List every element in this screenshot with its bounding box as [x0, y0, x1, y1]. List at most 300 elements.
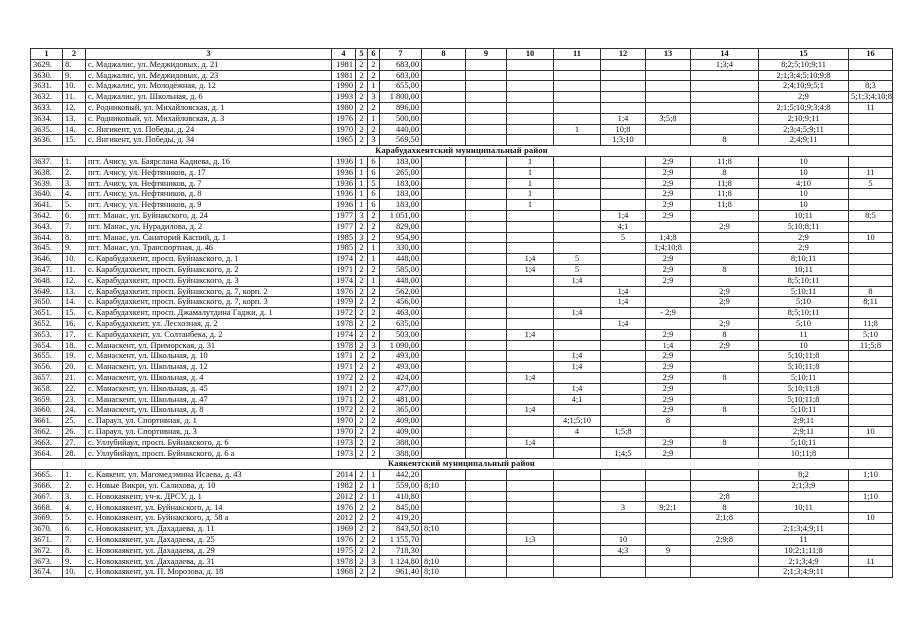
- table-row: [31, 567, 893, 578]
- table-cell: 5;10;11: [759, 286, 849, 297]
- table-cell: 2: [368, 221, 380, 232]
- table-cell: 463,00: [380, 308, 422, 319]
- table-cell: 3656.: [31, 362, 63, 373]
- table-cell: 1;4: [554, 308, 601, 319]
- table-cell: [422, 513, 466, 524]
- table-cell: 5;10: [759, 318, 849, 329]
- table-cell: 11;8: [691, 200, 759, 211]
- table-cell: 2;9: [691, 297, 759, 308]
- table-cell: с. Карабудахкент, просп. Джамалутдина Гаджи, д. 1: [86, 308, 332, 319]
- table-cell: [507, 81, 554, 92]
- table-cell: [554, 59, 601, 70]
- table-cell: 2;9: [646, 275, 691, 286]
- table-cell: [507, 383, 554, 394]
- table-cell: [554, 200, 601, 211]
- table-cell: 2: [356, 545, 368, 556]
- table-cell: 365,00: [380, 405, 422, 416]
- table-cell: [466, 254, 507, 265]
- table-cell: [466, 383, 507, 394]
- table-cell: [849, 351, 893, 362]
- table-cell: [691, 383, 759, 394]
- table-cell: [601, 524, 646, 535]
- table-cell: с. Уллубийаул, просп. Буйнакского, д. 6 а: [86, 448, 332, 459]
- table-cell: 3648.: [31, 275, 63, 286]
- table-cell: [422, 372, 466, 383]
- table-cell: 3664.: [31, 448, 63, 459]
- table-cell: 183,00: [380, 200, 422, 211]
- table-cell: 8.: [63, 545, 86, 556]
- table-cell: 8;2: [759, 470, 849, 481]
- table-cell: 1936: [332, 167, 356, 178]
- table-cell: 10.: [63, 254, 86, 265]
- table-cell: 3669.: [31, 513, 63, 524]
- table-row: [31, 167, 893, 178]
- table-cell: пгт. Ачису, ул. Нефтяников, д. 9: [86, 200, 332, 211]
- table-cell: [507, 340, 554, 351]
- table-cell: [691, 113, 759, 124]
- table-cell: 2: [368, 362, 380, 373]
- table-cell: пгт. Манас, ул. Буйнакского, д. 24: [86, 210, 332, 221]
- table-cell: [849, 275, 893, 286]
- table-row: [31, 243, 893, 254]
- table-cell: [646, 534, 691, 545]
- table-cell: [849, 308, 893, 319]
- table-cell: [466, 92, 507, 103]
- table-cell: 2: [368, 264, 380, 275]
- table-cell: 20.: [63, 362, 86, 373]
- table-cell: [554, 448, 601, 459]
- table-cell: 3649.: [31, 286, 63, 297]
- table-cell: 5.: [63, 200, 86, 211]
- table-cell: [601, 383, 646, 394]
- table-cell: [466, 297, 507, 308]
- table-cell: 3631.: [31, 81, 63, 92]
- table-cell: 2014: [332, 470, 356, 481]
- table-cell: [601, 92, 646, 103]
- table-cell: 1971: [332, 264, 356, 275]
- table-cell: 1 090,00: [380, 340, 422, 351]
- table-cell: с. Родниковый, ул. Михайловская, д. 3: [86, 113, 332, 124]
- table-cell: 10.: [63, 567, 86, 578]
- table-cell: [601, 567, 646, 578]
- table-row: [31, 200, 893, 211]
- table-cell: [554, 502, 601, 513]
- column-header: 11: [554, 49, 601, 60]
- table-cell: 1976: [332, 286, 356, 297]
- table-cell: [554, 556, 601, 567]
- table-cell: 1985: [332, 243, 356, 254]
- table-cell: 2012: [332, 491, 356, 502]
- table-cell: 2: [368, 70, 380, 81]
- table-cell: [554, 286, 601, 297]
- table-cell: 8;5;10;11: [759, 308, 849, 319]
- table-cell: 1: [356, 200, 368, 211]
- table-cell: 8: [691, 502, 759, 513]
- table-cell: 2: [368, 210, 380, 221]
- table-cell: 1936: [332, 189, 356, 200]
- table-cell: 10: [601, 534, 646, 545]
- table-cell: [601, 470, 646, 481]
- table-cell: [466, 545, 507, 556]
- table-cell: [849, 534, 893, 545]
- table-cell: [554, 135, 601, 146]
- table-cell: 1: [356, 156, 368, 167]
- table-cell: [554, 372, 601, 383]
- table-cell: 9.: [63, 556, 86, 567]
- table-cell: 10: [849, 426, 893, 437]
- table-cell: 2;9: [646, 167, 691, 178]
- table-cell: 1;4: [507, 329, 554, 340]
- table-cell: 5: [601, 232, 646, 243]
- table-row: [31, 394, 893, 405]
- table-cell: 3650.: [31, 297, 63, 308]
- table-cell: [422, 135, 466, 146]
- table-cell: [601, 351, 646, 362]
- table-cell: 12.: [63, 275, 86, 286]
- table-row: [31, 156, 893, 167]
- table-cell: 11;8: [691, 189, 759, 200]
- table-cell: пгт. Ачису, ул. Нефтяников, д. 7: [86, 178, 332, 189]
- table-cell: [466, 448, 507, 459]
- table-cell: [466, 437, 507, 448]
- table-cell: 1936: [332, 178, 356, 189]
- table-cell: 2: [368, 318, 380, 329]
- table-cell: [507, 470, 554, 481]
- table-cell: [422, 470, 466, 481]
- table-cell: 5: [554, 254, 601, 265]
- table-cell: [422, 200, 466, 211]
- table-cell: 3657.: [31, 372, 63, 383]
- table-cell: [507, 351, 554, 362]
- table-cell: [601, 308, 646, 319]
- table-cell: с. Родниковый, ул. Михайловская, д. 1: [86, 102, 332, 113]
- table-cell: 5;10: [759, 297, 849, 308]
- table-cell: [601, 372, 646, 383]
- table-cell: 585,00: [380, 264, 422, 275]
- table-cell: с. Маджалис, ул. Молодёжная, д. 12: [86, 81, 332, 92]
- table-cell: 2: [356, 524, 368, 535]
- table-row: [31, 545, 893, 556]
- table-row: [31, 92, 893, 103]
- column-number-header: [31, 49, 893, 60]
- table-cell: 2;9: [691, 340, 759, 351]
- table-cell: 954,90: [380, 232, 422, 243]
- table-cell: 25.: [63, 416, 86, 427]
- table-cell: 3672.: [31, 545, 63, 556]
- table-cell: [466, 362, 507, 373]
- table-cell: 2.: [63, 480, 86, 491]
- table-cell: 1970: [332, 416, 356, 427]
- table-cell: 7.: [63, 221, 86, 232]
- table-cell: пгт. Манас, ул. Транспортная, д. 46: [86, 243, 332, 254]
- table-cell: [601, 189, 646, 200]
- table-cell: 15.: [63, 135, 86, 146]
- table-cell: 10;2;1;11;8: [759, 545, 849, 556]
- table-row: [31, 340, 893, 351]
- table-cell: 11;8: [691, 178, 759, 189]
- table-cell: 4;1: [601, 221, 646, 232]
- table-cell: 1;4: [507, 264, 554, 275]
- table-cell: 13.: [63, 113, 86, 124]
- table-row: [31, 470, 893, 481]
- table-cell: 2: [356, 297, 368, 308]
- table-cell: [507, 135, 554, 146]
- table-cell: 3630.: [31, 70, 63, 81]
- table-cell: [466, 81, 507, 92]
- table-cell: 1973: [332, 437, 356, 448]
- table-cell: с. Карабудахкент, просп. Буйнакского, д. 7, корп. 2: [86, 286, 332, 297]
- table-cell: [691, 448, 759, 459]
- table-cell: [849, 372, 893, 383]
- table-cell: [554, 81, 601, 92]
- table-cell: [466, 416, 507, 427]
- table-cell: [691, 210, 759, 221]
- table-cell: 1.: [63, 156, 86, 167]
- table-cell: [691, 92, 759, 103]
- table-cell: 1974: [332, 254, 356, 265]
- table-cell: 8;11: [849, 297, 893, 308]
- table-row: [31, 210, 893, 221]
- table-cell: [422, 167, 466, 178]
- table-cell: с. Новокаякент, ул. Буйнакского, д. 14: [86, 502, 332, 513]
- table-cell: 1: [507, 189, 554, 200]
- table-cell: 1: [356, 189, 368, 200]
- table-cell: [507, 513, 554, 524]
- table-cell: [554, 534, 601, 545]
- table-cell: 5;10;11: [759, 405, 849, 416]
- table-cell: 448,00: [380, 275, 422, 286]
- table-cell: [691, 254, 759, 265]
- table-cell: [691, 470, 759, 481]
- table-cell: [646, 470, 691, 481]
- column-header: 13: [646, 49, 691, 60]
- table-cell: [507, 567, 554, 578]
- table-cell: с. Карабудахкент, просп. Буйнакского, д. 2: [86, 264, 332, 275]
- table-cell: 500,00: [380, 113, 422, 124]
- table-cell: 11: [849, 102, 893, 113]
- table-cell: с. Маджалис, ул. Школьная, д. 6: [86, 92, 332, 103]
- table-cell: [466, 351, 507, 362]
- table-cell: 2: [356, 556, 368, 567]
- table-cell: 1985: [332, 232, 356, 243]
- table-cell: 442,20: [380, 470, 422, 481]
- table-cell: 3637.: [31, 156, 63, 167]
- table-cell: 2: [368, 426, 380, 437]
- table-cell: [691, 308, 759, 319]
- table-cell: [422, 59, 466, 70]
- column-header: 7: [380, 49, 422, 60]
- table-cell: 10: [759, 156, 849, 167]
- table-cell: [507, 524, 554, 535]
- table-cell: 15.: [63, 308, 86, 319]
- table-cell: 3647.: [31, 264, 63, 275]
- table-cell: [507, 113, 554, 124]
- table-row: [31, 124, 893, 135]
- table-cell: с. Новокаякент, ул. П. Морозова, д. 18: [86, 567, 332, 578]
- table-cell: [507, 102, 554, 113]
- table-cell: [691, 275, 759, 286]
- table-cell: 3636.: [31, 135, 63, 146]
- table-cell: [601, 81, 646, 92]
- table-cell: 440,00: [380, 124, 422, 135]
- table-cell: [466, 124, 507, 135]
- table-cell: 8;3: [849, 81, 893, 92]
- table-cell: 3639.: [31, 178, 63, 189]
- table-cell: 409,00: [380, 416, 422, 427]
- table-cell: [554, 545, 601, 556]
- table-cell: [646, 556, 691, 567]
- table-cell: [466, 534, 507, 545]
- table-cell: 5;10;11: [759, 437, 849, 448]
- table-cell: 2: [356, 221, 368, 232]
- table-cell: [422, 502, 466, 513]
- table-cell: 3658.: [31, 383, 63, 394]
- table-cell: 9;2;1: [646, 502, 691, 513]
- table-cell: 8: [691, 135, 759, 146]
- table-cell: 2: [356, 264, 368, 275]
- table-cell: [601, 275, 646, 286]
- table-cell: 388,00: [380, 437, 422, 448]
- table-cell: 2: [356, 308, 368, 319]
- table-cell: 10: [849, 232, 893, 243]
- table-cell: [422, 534, 466, 545]
- table-cell: 1970: [332, 426, 356, 437]
- table-cell: 2: [356, 340, 368, 351]
- table-cell: [646, 286, 691, 297]
- table-cell: [422, 286, 466, 297]
- table-cell: 2;9: [646, 264, 691, 275]
- table-cell: [646, 221, 691, 232]
- table-cell: 10;11: [759, 502, 849, 513]
- table-cell: 5;10;11;8: [759, 351, 849, 362]
- table-cell: 2;9: [759, 92, 849, 103]
- table-cell: 3661.: [31, 416, 63, 427]
- table-cell: 2;9: [646, 200, 691, 211]
- table-cell: 2;9: [759, 243, 849, 254]
- table-cell: 3660.: [31, 405, 63, 416]
- table-cell: 10: [849, 513, 893, 524]
- table-cell: 3654.: [31, 340, 63, 351]
- table-cell: 5;10;11;8: [759, 362, 849, 373]
- table-cell: 4;1: [554, 394, 601, 405]
- table-cell: [849, 189, 893, 200]
- table-cell: [466, 70, 507, 81]
- table-cell: 2;9: [691, 318, 759, 329]
- table-cell: 1990: [332, 81, 356, 92]
- table-cell: 5.: [63, 513, 86, 524]
- table-cell: 409,00: [380, 426, 422, 437]
- table-row: [31, 308, 893, 319]
- table-cell: с. Карабудахкент, просп. Буйнакского, д. 7, корп. 3: [86, 297, 332, 308]
- table-cell: [554, 513, 601, 524]
- table-cell: 6: [368, 167, 380, 178]
- table-cell: [601, 416, 646, 427]
- table-cell: [849, 200, 893, 211]
- table-cell: 6: [368, 156, 380, 167]
- table-cell: 1977: [332, 221, 356, 232]
- table-cell: с. Новокаякент, ул. Дахадаева, д. 29: [86, 545, 332, 556]
- table-cell: [849, 524, 893, 535]
- table-cell: [601, 254, 646, 265]
- table-cell: [422, 178, 466, 189]
- table-cell: [691, 70, 759, 81]
- table-cell: [554, 189, 601, 200]
- table-cell: [466, 156, 507, 167]
- table-cell: 456,00: [380, 297, 422, 308]
- table-cell: 11;8: [691, 156, 759, 167]
- column-header: 2: [63, 49, 86, 60]
- table-cell: 3666.: [31, 480, 63, 491]
- table-cell: [466, 243, 507, 254]
- table-cell: 3: [356, 210, 368, 221]
- table-cell: 2;9: [646, 362, 691, 373]
- table-cell: [466, 200, 507, 211]
- table-cell: [691, 524, 759, 535]
- table-cell: [422, 426, 466, 437]
- table-cell: [646, 491, 691, 502]
- table-row: [31, 426, 893, 437]
- table-cell: 1977: [332, 210, 356, 221]
- table-cell: [422, 416, 466, 427]
- table-cell: с. Новые Викри, ул. Салихова, д. 10: [86, 480, 332, 491]
- table-cell: 24.: [63, 405, 86, 416]
- table-cell: [466, 491, 507, 502]
- table-cell: 562,00: [380, 286, 422, 297]
- table-cell: [507, 275, 554, 286]
- table-cell: 1981: [332, 59, 356, 70]
- table-cell: [422, 351, 466, 362]
- table-cell: [691, 243, 759, 254]
- table-cell: [466, 113, 507, 124]
- table-cell: 424,00: [380, 372, 422, 383]
- table-cell: 3642.: [31, 210, 63, 221]
- table-cell: [554, 340, 601, 351]
- table-cell: [646, 81, 691, 92]
- table-cell: 3644.: [31, 232, 63, 243]
- table-cell: 2: [368, 416, 380, 427]
- table-cell: 5;10: [849, 329, 893, 340]
- column-header: 10: [507, 49, 554, 60]
- table-cell: 22.: [63, 383, 86, 394]
- table-cell: 2;4;10;9;5;1: [759, 81, 849, 92]
- table-cell: 11: [759, 329, 849, 340]
- table-cell: 3633.: [31, 102, 63, 113]
- table-cell: 330,00: [380, 243, 422, 254]
- table-cell: 2;9: [759, 232, 849, 243]
- table-cell: 2;9: [646, 156, 691, 167]
- table-cell: 8: [646, 416, 691, 427]
- table-cell: [422, 243, 466, 254]
- table-cell: [601, 200, 646, 211]
- table-cell: 8;10: [422, 567, 466, 578]
- table-cell: 2: [356, 502, 368, 513]
- table-cell: 8;2;5;10;9;11: [759, 59, 849, 70]
- table-cell: 3: [601, 502, 646, 513]
- table-cell: 1;4: [646, 340, 691, 351]
- table-cell: [466, 264, 507, 275]
- table-cell: 1973: [332, 448, 356, 459]
- table-cell: [849, 416, 893, 427]
- table-cell: [601, 156, 646, 167]
- table-cell: [759, 491, 849, 502]
- table-cell: [507, 221, 554, 232]
- table-cell: 1968: [332, 567, 356, 578]
- table-cell: 3645.: [31, 243, 63, 254]
- table-cell: 3.: [63, 491, 86, 502]
- table-cell: [691, 362, 759, 373]
- table-body: [31, 59, 893, 577]
- table-row: [31, 221, 893, 232]
